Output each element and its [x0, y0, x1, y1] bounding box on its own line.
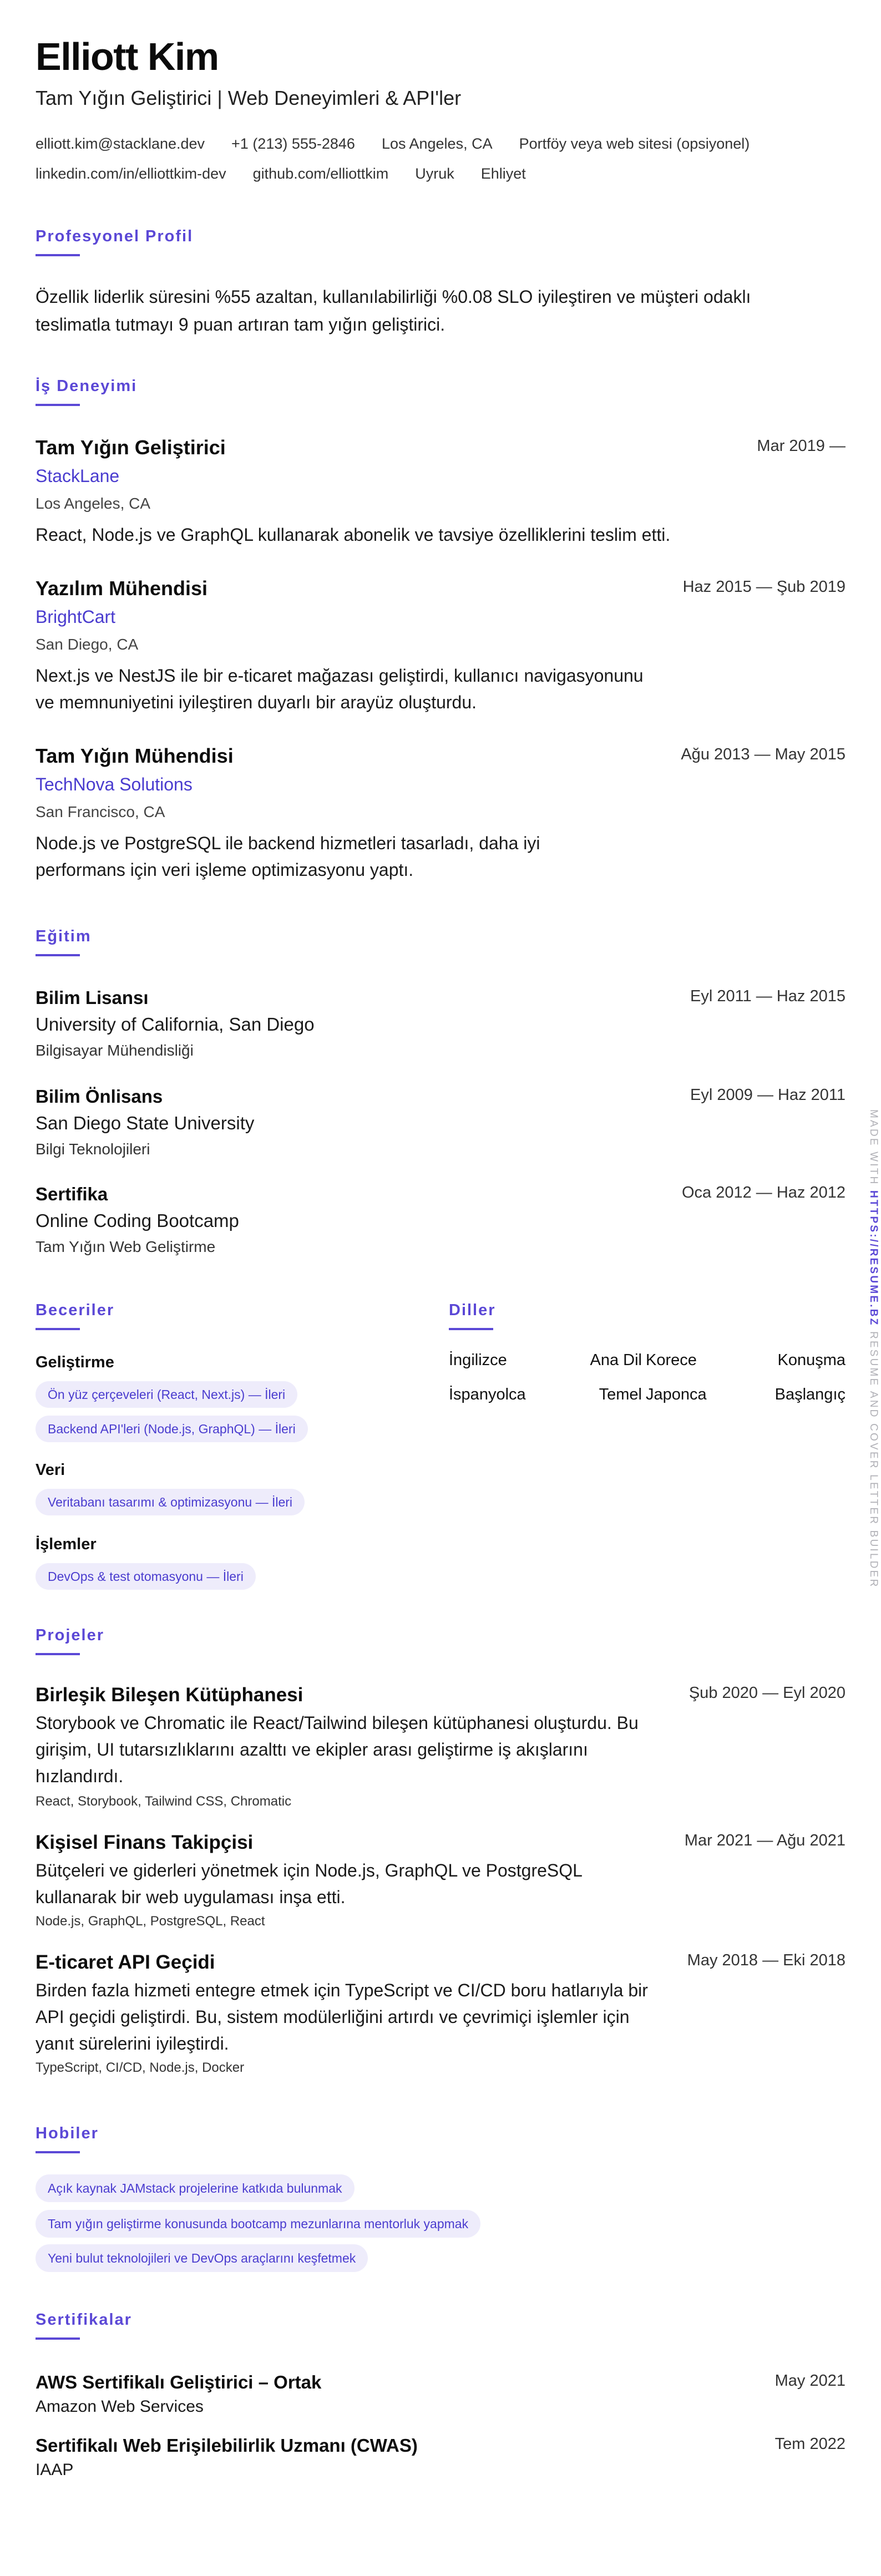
language-level: Temel — [599, 1386, 642, 1403]
project-dates: Şub 2020 — Eyl 2020 — [688, 1684, 845, 1702]
contact-nationality: Uyruk — [415, 165, 454, 182]
contact-row-primary — [36, 135, 750, 153]
project-dates: Mar 2021 — Ağu 2021 — [684, 1832, 845, 1849]
language-level: Konuşma — [777, 1351, 845, 1369]
certification-date: May 2021 — [774, 2372, 845, 2390]
candidate-name: Elliott Kim — [36, 35, 219, 78]
education-field: Bilgi Teknolojileri — [36, 1140, 150, 1158]
contact-portfolio[interactable]: Portföy veya web sitesi (opsiyonel) — [519, 135, 750, 152]
experience-role: Yazılım Mühendisi — [36, 577, 208, 600]
language-level: Başlangıç — [774, 1386, 845, 1403]
education-degree: Bilim Önlisans — [36, 1086, 163, 1107]
experience-description: React, Node.js ve GraphQL kullanarak abonelik ve tavsiye özelliklerini teslim etti. — [36, 525, 671, 545]
skill-group-name: Veri — [36, 1461, 65, 1479]
section-rule-hobbies — [36, 2151, 80, 2153]
section-rule-skills — [36, 1328, 80, 1330]
watermark-suffix: RESUME AND COVER LETTER BUILDER — [868, 1331, 879, 1589]
education-dates: Eyl 2011 — Haz 2015 — [690, 987, 845, 1005]
experience-location: Los Angeles, CA — [36, 495, 151, 512]
project-tech: Node.js, GraphQL, PostgreSQL, React — [36, 1914, 265, 1929]
experience-company: BrightCart — [36, 607, 116, 627]
profile-summary: Özellik liderlik süresini %55 azaltan, kullanılabilirliği %0.08 SLO iyileştiren ve müşteri odaklı teslimatla tutmayı 9 puan artıran tam yığın geliştirici. — [36, 287, 751, 334]
contact-email[interactable]: elliott.kim@stacklane.dev — [36, 135, 205, 152]
section-title-profile: Profesyonel Profil — [36, 227, 194, 245]
language-name: İspanyolca — [449, 1386, 526, 1403]
education-degree: Sertifika — [36, 1184, 108, 1204]
experience-dates: Ağu 2013 — May 2015 — [681, 746, 845, 763]
candidate-headline: Tam Yığın Geliştirici | Web Deneyimleri & API'ler — [36, 87, 462, 109]
section-rule-projects — [36, 1653, 80, 1655]
project-name: Birleşik Bileşen Kütüphanesi — [36, 1684, 303, 1706]
section-title-projects: Projeler — [36, 1626, 104, 1644]
contact-github[interactable]: github.com/elliottkim — [252, 165, 389, 182]
section-title-languages: Diller — [449, 1301, 496, 1319]
experience-location: San Francisco, CA — [36, 803, 165, 820]
section-rule-profile — [36, 254, 80, 256]
language-level: Ana Dil — [590, 1351, 642, 1369]
contact-phone[interactable]: +1 (213) 555-2846 — [231, 135, 355, 152]
skill-group-name: İşlemler — [36, 1535, 97, 1553]
education-dates: Eyl 2009 — Haz 2011 — [690, 1086, 845, 1104]
hobby-chip: Açık kaynak JAMstack projelerine katkıda bulunmak — [36, 2174, 355, 2202]
language-name: Korece — [646, 1351, 697, 1369]
project-description: Birden fazla hizmeti entegre etmek için TypeScript ve CI/CD boru hatlarıyla bir API geçidi geliştirdi. Bu, sistem modülerliğini artırdı ve çevrimiçi işlemler için yanıt sürelerini iyileştirdi. — [36, 1980, 648, 2053]
project-tech: React, Storybook, Tailwind CSS, Chromatic — [36, 1794, 292, 1809]
experience-role: Tam Yığın Geliştirici — [36, 436, 226, 459]
education-field: Tam Yığın Web Geliştirme — [36, 1238, 216, 1255]
education-dates: Oca 2012 — Haz 2012 — [681, 1184, 845, 1201]
section-rule-certifications — [36, 2337, 80, 2340]
education-school: Online Coding Bootcamp — [36, 1210, 239, 1231]
contact-linkedin[interactable]: linkedin.com/in/elliottkim-dev — [36, 165, 226, 182]
hobby-chip: Yeni bulut teknolojileri ve DevOps araçlarını keşfetmek — [36, 2244, 368, 2272]
language-name: Japonca — [646, 1386, 707, 1403]
language-name: İngilizce — [449, 1351, 507, 1369]
certification-name: AWS Sertifikalı Geliştirici – Ortak — [36, 2372, 322, 2392]
certification-name: Sertifikalı Web Erişilebilirlik Uzmanı (CWAS) — [36, 2435, 418, 2456]
project-dates: May 2018 — Eki 2018 — [687, 1951, 845, 1969]
watermark-prefix: MADE WITH — [868, 1109, 879, 1186]
skill-chip: Backend API'leri (Node.js, GraphQL) — İleri — [36, 1416, 308, 1442]
section-title-experience: İş Deneyimi — [36, 377, 138, 395]
experience-company: StackLane — [36, 466, 120, 486]
education-school: San Diego State University — [36, 1113, 255, 1133]
education-field: Bilgisayar Mühendisliği — [36, 1042, 194, 1059]
project-name: Kişisel Finans Takipçisi — [36, 1832, 254, 1853]
project-name: E-ticaret API Geçidi — [36, 1951, 215, 1973]
builder-watermark — [865, 1109, 881, 1589]
contact-row-secondary — [36, 165, 526, 182]
certification-date: Tem 2022 — [774, 2435, 845, 2453]
section-rule-languages — [449, 1328, 493, 1330]
experience-dates: Mar 2019 — — [757, 437, 845, 455]
experience-company: TechNova Solutions — [36, 774, 193, 794]
skill-chip: Veritabanı tasarımı & optimizasyonu — İleri — [36, 1489, 305, 1515]
section-title-education: Eğitim — [36, 927, 92, 945]
experience-dates: Haz 2015 — Şub 2019 — [682, 578, 845, 596]
certification-issuer: IAAP — [36, 2461, 74, 2479]
section-title-certifications: Sertifikalar — [36, 2311, 132, 2329]
contact-location: Los Angeles, CA — [381, 135, 493, 152]
education-degree: Bilim Lisansı — [36, 987, 149, 1008]
skill-chip: Ön yüz çerçeveleri (React, Next.js) — İleri — [36, 1381, 297, 1408]
section-title-skills: Beceriler — [36, 1301, 115, 1319]
project-tech: TypeScript, CI/CD, Node.js, Docker — [36, 2060, 245, 2075]
project-description: Bütçeleri ve giderleri yönetmek için Node.js, GraphQL ve PostgreSQL kullanarak bir web uygulaması inşa etti. — [36, 1860, 582, 1907]
language-row — [449, 1351, 845, 1386]
skill-chip: DevOps & test otomasyonu — İleri — [36, 1563, 256, 1590]
section-title-hobbies: Hobiler — [36, 2124, 99, 2142]
experience-description: Next.js ve NestJS ile bir e-ticaret mağazası geliştirdi, kullanıcı navigasyonunu ve memnuniyetini iyileştiren duyarlı bir arayüz oluşturdu. — [36, 666, 644, 712]
experience-role: Tam Yığın Mühendisi — [36, 744, 234, 767]
hobby-chip: Tam yığın geliştirme konusunda bootcamp mezunlarına mentorluk yapmak — [36, 2210, 480, 2238]
project-description: Storybook ve Chromatic ile React/Tailwind bileşen kütüphanesi oluşturdu. Bu girişim, UI tutarsızlıklarını azalttı ve ekipler arası geliştirme iş akışlarını hızlandırdı. — [36, 1713, 639, 1786]
skill-group-name: Geliştirme — [36, 1353, 114, 1371]
languages-table — [449, 1351, 845, 1420]
experience-description: Node.js ve PostgreSQL ile backend hizmetleri tasarladı, daha iyi performans için veri işleme optimizasyonu yaptı. — [36, 833, 540, 880]
contact-license: Ehliyet — [480, 165, 526, 182]
language-row — [449, 1386, 845, 1420]
education-school: University of California, San Diego — [36, 1014, 315, 1035]
watermark-link[interactable]: HTTPS://RESUME.BZ — [868, 1190, 879, 1327]
section-rule-education — [36, 954, 80, 956]
experience-location: San Diego, CA — [36, 636, 139, 653]
certification-issuer: Amazon Web Services — [36, 2397, 204, 2416]
section-rule-experience — [36, 404, 80, 406]
